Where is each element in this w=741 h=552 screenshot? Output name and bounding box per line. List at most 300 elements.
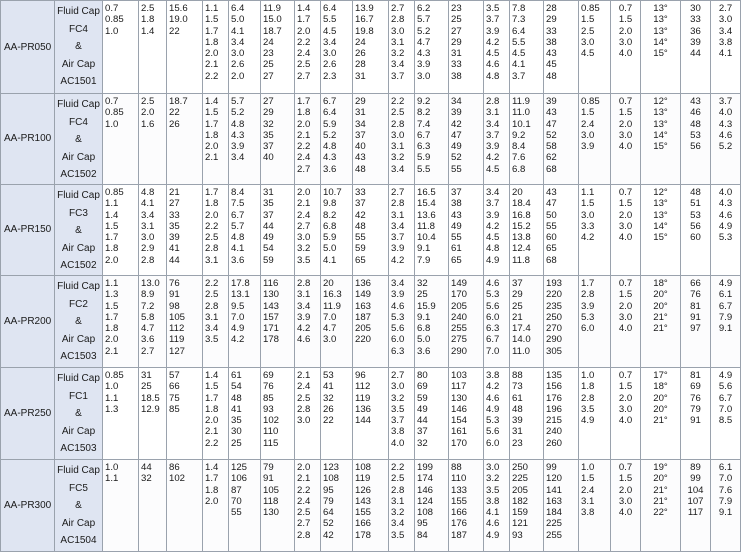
value-line: 176 <box>451 518 468 530</box>
value-line: 39 <box>690 36 701 48</box>
value-cell <box>203 275 229 367</box>
value-line: 3.9 <box>417 59 431 71</box>
value-line: 144 <box>355 415 372 427</box>
value-line: 110 <box>451 473 467 485</box>
value-line: 1.4 <box>205 369 219 381</box>
value-line: 58 <box>546 141 557 153</box>
value-line: 154 <box>451 415 468 427</box>
value-cell <box>681 184 711 275</box>
value-line: 2.9 <box>141 243 155 255</box>
value-cell <box>167 459 203 551</box>
value-cell <box>544 94 579 185</box>
value-line: 5.2 <box>231 107 245 119</box>
value-line: 1.3 <box>105 403 119 415</box>
value-line: 5.7 <box>417 14 431 26</box>
value-cell <box>611 275 641 367</box>
value-line: 4.9 <box>581 415 595 427</box>
value-line: 4.9 <box>231 323 245 335</box>
value-line: 61 <box>512 392 523 404</box>
value-line: 4.1 <box>718 48 733 60</box>
value-line: 5.3 <box>391 311 405 323</box>
value-line: 3.0 <box>323 334 337 346</box>
value-line: 0.7 <box>618 3 633 14</box>
value-cell <box>449 184 484 275</box>
value-line: 270 <box>546 323 563 335</box>
value-line: 21° <box>653 311 668 323</box>
value-line: 3.1 <box>486 107 500 119</box>
value-line: 255 <box>546 529 563 541</box>
value-line: 4.7 <box>323 323 337 335</box>
value-line: 69 <box>690 381 701 393</box>
value-line: 21° <box>653 323 668 335</box>
model-name-cell: AA-PR100 <box>1 94 55 185</box>
value-line: 2.1 <box>205 152 219 164</box>
value-line: 79 <box>323 495 334 507</box>
value-line: 35 <box>169 220 180 232</box>
value-line: 1.7 <box>297 14 311 26</box>
value-line: 20° <box>653 392 668 404</box>
value-line: 27 <box>169 198 180 210</box>
cap-line: Fluid Cap <box>57 189 100 201</box>
value-cell <box>544 367 579 459</box>
value-line: 6.3 <box>391 345 405 357</box>
value-cell <box>415 459 449 551</box>
value-line: 260 <box>546 437 563 449</box>
value-line: 57 <box>169 369 180 381</box>
value-line: 13° <box>653 3 668 14</box>
value-line: 143 <box>355 495 372 507</box>
value-cell <box>389 459 415 551</box>
value-line: 220 <box>355 334 372 346</box>
value-line: 59 <box>263 254 274 266</box>
value-line: 15.4 <box>417 198 436 210</box>
value-line: 250 <box>546 311 563 323</box>
value-line: 4.6 <box>297 334 311 346</box>
value-line: 166 <box>355 518 372 530</box>
value-cell <box>611 94 641 185</box>
value-line: 4.8 <box>486 243 500 255</box>
value-line: 25 <box>263 59 274 71</box>
value-line: 2.0 <box>205 48 219 60</box>
value-line: 52 <box>323 518 334 530</box>
value-line: 187 <box>355 311 372 323</box>
value-line: 25 <box>451 14 462 26</box>
value-line: 3.0 <box>618 36 633 48</box>
value-line: 70 <box>231 495 242 507</box>
value-line: 31 <box>263 186 274 198</box>
value-line: 9.1 <box>417 243 431 255</box>
value-line: 20° <box>653 289 668 301</box>
value-line: 49 <box>263 232 274 244</box>
value-line: 1.4 <box>205 461 219 473</box>
cap-line: FC5 <box>69 482 88 494</box>
value-line: 15° <box>653 232 668 244</box>
value-line: 42 <box>355 209 366 221</box>
value-line: 2.8 <box>391 198 405 210</box>
value-line: 48 <box>512 403 523 415</box>
value-line: 32 <box>141 473 152 485</box>
value-line: 41 <box>231 403 242 415</box>
value-line: 108 <box>355 461 372 473</box>
value-line: 48 <box>546 70 557 82</box>
value-line: 225 <box>512 473 529 485</box>
value-cell <box>321 275 353 367</box>
value-cell <box>389 275 415 367</box>
value-line: 2.4 <box>297 495 311 507</box>
value-line: 1.4 <box>205 96 219 107</box>
value-line: 1.7 <box>205 186 219 198</box>
value-line: 54 <box>231 381 242 393</box>
value-line: 2.2 <box>205 220 219 232</box>
value-line: 38 <box>451 70 462 82</box>
value-line: 126 <box>355 484 372 496</box>
value-line: 0.7 <box>618 277 633 289</box>
value-line: 136 <box>355 403 372 415</box>
value-line: 96 <box>355 369 366 381</box>
value-line: 55 <box>451 232 462 244</box>
value-line: 16.8 <box>512 209 531 221</box>
value-line: 4.1 <box>512 59 526 71</box>
value-line: 1.8 <box>205 198 219 210</box>
value-cell <box>321 184 353 275</box>
value-line: 25 <box>417 289 428 301</box>
value-line: 5.5 <box>323 14 337 26</box>
value-line: 7.5 <box>231 198 245 210</box>
value-line: 106 <box>231 473 248 485</box>
value-line: 76 <box>690 289 701 301</box>
value-line: 2.1 <box>205 59 219 71</box>
value-line: 1.4 <box>297 3 311 14</box>
value-line: 4.3 <box>718 198 733 210</box>
value-line: 11.8 <box>512 254 530 266</box>
value-line: 3.5 <box>297 254 311 266</box>
value-line: 240 <box>546 426 563 438</box>
value-line: 40 <box>263 152 274 164</box>
value-line: 7.0 <box>718 473 733 485</box>
value-line: 15.2 <box>512 220 531 232</box>
value-line: 43 <box>451 209 462 221</box>
value-line: 2.7 <box>297 518 311 530</box>
value-line: 37 <box>263 141 274 153</box>
value-line: 13° <box>653 14 668 26</box>
value-line: 163 <box>355 300 372 312</box>
value-cell <box>510 459 544 551</box>
value-cell <box>510 1 544 94</box>
value-line: 2.5 <box>297 59 311 71</box>
value-line: 56 <box>690 220 701 232</box>
spec-row <box>1 367 741 459</box>
value-cell <box>611 184 641 275</box>
value-line: 89 <box>690 461 701 473</box>
value-line: 87 <box>231 484 242 496</box>
value-line: 1.0 <box>105 381 119 393</box>
value-line: 6.4 <box>323 107 337 119</box>
cap-combination-cell <box>55 459 103 551</box>
value-line: 6.7 <box>417 129 431 141</box>
cap-line: & <box>75 41 82 53</box>
value-cell <box>389 94 415 185</box>
value-cell <box>167 94 203 185</box>
value-line: 13° <box>653 107 668 119</box>
model-name-cell: AA-PR050 <box>1 1 55 94</box>
value-cell <box>139 184 167 275</box>
value-line: 80 <box>417 369 428 381</box>
value-line: 3.2 <box>297 243 311 255</box>
value-line: 25 <box>512 300 523 312</box>
value-line: 3.0 <box>618 495 633 507</box>
value-line: 3.0 <box>581 36 595 48</box>
value-line: 42 <box>323 529 334 541</box>
value-line: 3.9 <box>231 141 245 153</box>
value-line: 24 <box>355 36 366 48</box>
value-line: 7.0 <box>231 311 245 323</box>
value-line: 55 <box>546 220 557 232</box>
value-line: 125 <box>231 461 248 473</box>
value-line: 108 <box>323 473 340 485</box>
value-cell <box>484 94 510 185</box>
value-cell <box>295 459 321 551</box>
value-line: 2.0 <box>618 392 633 404</box>
value-line: 2.6 <box>323 59 337 71</box>
value-line: 19.8 <box>355 25 374 37</box>
value-line: 5.9 <box>323 232 337 244</box>
value-cell <box>353 367 389 459</box>
value-line: 13.8 <box>512 232 531 244</box>
value-line: 15° <box>653 48 668 60</box>
value-line: 305 <box>546 345 563 357</box>
cap-line: FC4 <box>69 116 88 128</box>
value-line: 3.7 <box>486 198 500 210</box>
value-line: 13° <box>653 198 668 210</box>
value-line: 88 <box>512 369 523 381</box>
value-line: 23 <box>263 48 274 60</box>
value-line: 0.85 <box>581 3 600 14</box>
value-line: 3.8 <box>391 426 405 438</box>
value-cell <box>415 94 449 185</box>
value-line: 15.6 <box>169 3 188 14</box>
value-line: 2.8 <box>205 300 219 312</box>
value-line: 135 <box>546 369 563 381</box>
value-line: 91 <box>169 289 180 301</box>
value-cell <box>711 1 741 94</box>
value-cell <box>203 367 229 459</box>
cap-line: Air Cap <box>61 333 96 345</box>
value-line: 32 <box>263 118 274 130</box>
value-line: 2.7 <box>391 369 405 381</box>
value-line: 6.0 <box>391 334 405 346</box>
value-line: 81 <box>690 369 701 381</box>
value-line: 1.0 <box>105 118 119 130</box>
value-line: 6.0 <box>581 323 595 335</box>
value-line: 35 <box>263 129 274 141</box>
value-line: 3.1 <box>205 311 219 323</box>
value-line: 10.7 <box>323 186 342 198</box>
value-line: 250 <box>512 461 529 473</box>
value-line: 33 <box>546 25 557 37</box>
value-line: 178 <box>263 334 280 346</box>
value-line: 4.0 <box>618 232 633 244</box>
value-line: 14° <box>653 129 668 141</box>
value-line: 6.7 <box>486 334 500 346</box>
value-line: 49 <box>451 220 462 232</box>
value-line: 8.5 <box>718 415 733 427</box>
value-line: 107 <box>687 495 704 507</box>
value-line: 79 <box>690 403 701 415</box>
cap-line: Fluid Cap <box>57 99 100 110</box>
value-line: 161 <box>451 426 468 438</box>
value-line: 2.1 <box>105 345 119 357</box>
value-line: 3.9 <box>297 311 311 323</box>
value-line: 2.2 <box>205 70 219 82</box>
value-line: 1.8 <box>205 129 219 141</box>
cap-line: FC2 <box>69 298 88 310</box>
value-line: 4.2 <box>581 232 595 244</box>
value-line: 7.6 <box>718 484 733 496</box>
value-cell <box>167 1 203 94</box>
value-cell <box>229 459 261 551</box>
value-line: 4.5 <box>486 232 500 244</box>
value-line: 0.85 <box>105 186 124 198</box>
value-line: 118 <box>263 495 279 507</box>
value-line: 1.0 <box>581 461 595 473</box>
value-line: 81 <box>690 300 701 312</box>
value-line: 215 <box>546 415 563 427</box>
value-line: 2.8 <box>581 289 595 301</box>
value-line: 4.2 <box>486 36 500 48</box>
value-line: 176 <box>546 392 563 404</box>
value-line: 2.6 <box>231 59 245 71</box>
value-line: 6.7 <box>231 209 245 221</box>
value-line: 3.7 <box>512 70 526 82</box>
spec-row <box>1 184 741 275</box>
value-line: 31 <box>141 369 152 381</box>
value-line: 4.2 <box>391 254 405 266</box>
cap-line: AC1503 <box>60 443 97 455</box>
value-line: 6.3 <box>486 323 500 335</box>
value-line: 3.1 <box>391 141 405 153</box>
value-line: 32 <box>417 437 428 449</box>
value-cell <box>353 1 389 94</box>
value-line: 18° <box>653 277 668 289</box>
value-line: 49 <box>451 141 462 153</box>
value-line: 149 <box>355 289 372 301</box>
value-line: 11.0 <box>512 345 530 357</box>
value-line: 6.1 <box>718 289 733 301</box>
value-line: 3.0 <box>297 415 311 427</box>
value-line: 6.0 <box>486 311 500 323</box>
value-line: 6.1 <box>718 461 733 473</box>
value-line: 2.0 <box>105 254 119 266</box>
value-line: 10.1 <box>512 118 531 130</box>
value-line: 22 <box>323 415 334 427</box>
value-cell <box>641 94 681 185</box>
value-line: 6.7 <box>323 96 337 107</box>
value-line: 7.9 <box>718 311 733 323</box>
value-line: 193 <box>546 277 563 289</box>
value-line: 84 <box>417 529 428 541</box>
value-cell <box>611 459 641 551</box>
value-line: 99 <box>690 473 701 485</box>
value-line: 2.0 <box>297 25 311 37</box>
value-line: 27 <box>263 70 274 82</box>
value-line: 15° <box>653 141 668 153</box>
value-line: 275 <box>451 334 468 346</box>
value-line: 2.8 <box>297 403 311 415</box>
value-line: 16.5 <box>417 186 436 198</box>
value-cell <box>579 459 611 551</box>
value-cell <box>203 184 229 275</box>
value-line: 59 <box>417 392 428 404</box>
value-line: 99 <box>546 461 557 473</box>
value-line: 3.2 <box>486 473 500 485</box>
value-line: 1.5 <box>581 198 595 210</box>
value-line: 2.5 <box>391 473 405 485</box>
value-line: 55 <box>451 163 462 175</box>
value-cell <box>229 184 261 275</box>
value-line: 44 <box>141 461 152 473</box>
value-line: 5.3 <box>486 415 500 427</box>
value-line: 10.4 <box>417 232 436 244</box>
value-line: 45 <box>546 59 557 71</box>
value-line: 1.1 <box>105 473 119 485</box>
value-line: 3.7 <box>391 232 405 244</box>
value-line: 3.7 <box>486 129 500 141</box>
value-line: 2.5 <box>297 507 311 519</box>
value-cell <box>681 459 711 551</box>
value-line: 33 <box>451 59 462 71</box>
value-line: 32 <box>323 392 334 404</box>
value-line: 3.4 <box>391 277 405 289</box>
value-line: 1.5 <box>618 473 633 485</box>
value-line: 2.4 <box>297 48 311 60</box>
value-line: 4.8 <box>141 186 155 198</box>
value-cell <box>579 184 611 275</box>
value-cell <box>353 94 389 185</box>
value-cell <box>544 184 579 275</box>
value-line: 157 <box>263 311 280 323</box>
value-line: 53 <box>323 369 334 381</box>
value-line: 5.6 <box>391 323 405 335</box>
cap-line: Fluid Cap <box>57 280 100 292</box>
value-cell <box>103 1 139 94</box>
value-cell <box>681 367 711 459</box>
cap-line: AC1501 <box>60 76 97 88</box>
cap-line: Fluid Cap <box>57 372 100 384</box>
value-line: 5.9 <box>417 152 431 164</box>
value-line: 3.6 <box>323 163 337 175</box>
value-line: 12° <box>653 186 668 198</box>
value-line: 2.4 <box>581 484 595 496</box>
value-cell <box>321 1 353 94</box>
value-line: 47 <box>546 198 557 210</box>
value-cell <box>139 275 167 367</box>
value-line: 196 <box>546 403 563 415</box>
value-line: 143 <box>263 300 280 312</box>
value-line: 130 <box>263 289 280 301</box>
value-line: 1.7 <box>205 392 219 404</box>
value-line: 17° <box>653 369 668 381</box>
value-line: 18.4 <box>512 198 531 210</box>
value-line: 2.1 <box>297 198 311 210</box>
value-line: 12.4 <box>512 243 531 255</box>
value-line: 1.5 <box>581 107 595 119</box>
value-line: 76 <box>690 392 701 404</box>
cap-line: FC1 <box>69 390 88 402</box>
value-line: 37 <box>417 426 428 438</box>
value-line: 2.2 <box>391 461 405 473</box>
value-line: 20 <box>512 186 523 198</box>
value-line: 39 <box>451 107 462 119</box>
